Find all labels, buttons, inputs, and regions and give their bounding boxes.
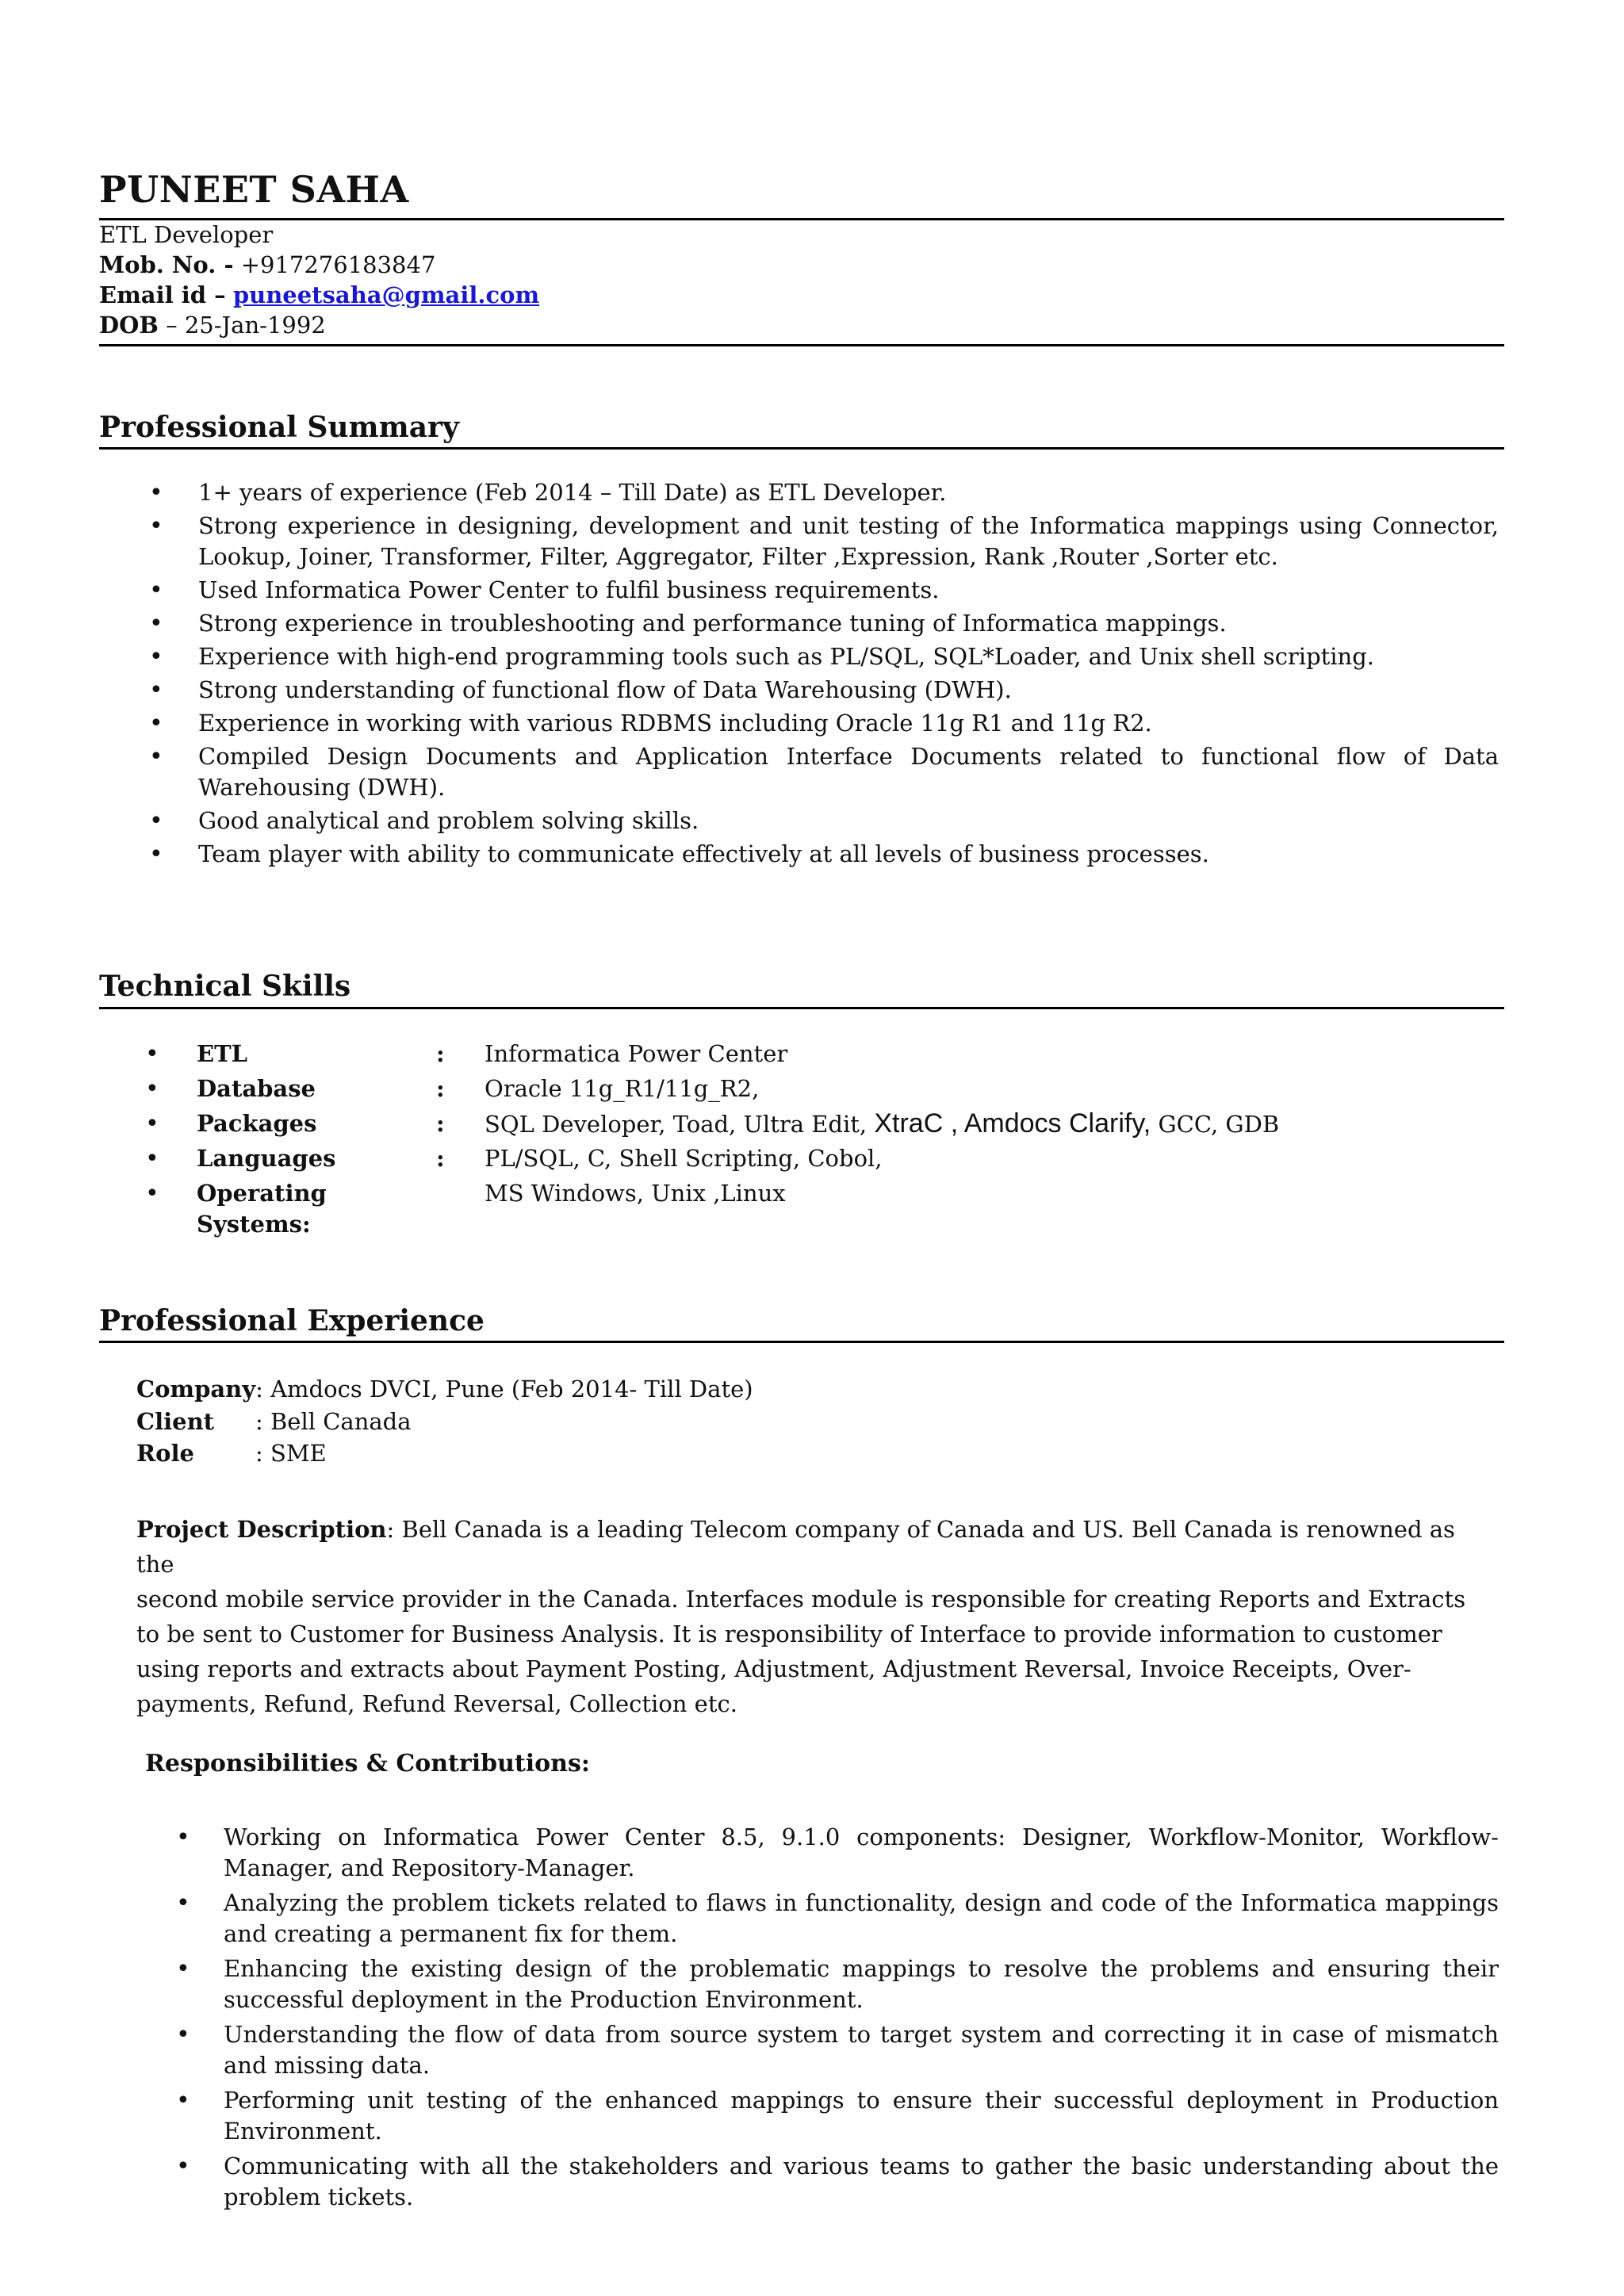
summary-rule xyxy=(99,447,1504,450)
client-value: : Bell Canada xyxy=(255,1408,412,1435)
email-label: Email id – xyxy=(99,281,226,308)
summary-item: • Strong experience in troubleshooting and performance tuning of Informatica mappings. xyxy=(198,608,1499,639)
responsibilities-title: Responsibilities & Contributions: xyxy=(145,1750,590,1777)
skill-value xyxy=(485,1108,1279,1140)
project-line: using reports and extracts about Payment Posting, Adjustment, Adjustment Reversal, Invoice Receipts, Over- xyxy=(136,1655,1411,1682)
skill-colon: : xyxy=(436,1040,445,1067)
skill-value: Oracle 11g_R1/11g_R2, xyxy=(485,1075,760,1102)
summary-item: • Team player with ability to communicate effectively at all levels of business processes. xyxy=(198,839,1499,870)
responsibility-item: • Analyzing the problem tickets related to flaws in functionality, design and code of the Informatica mappings and creating a permanent fix for them. xyxy=(224,1888,1499,1950)
skill-colon: : xyxy=(436,1075,445,1102)
responsibility-item: • Communicating with all the stakeholders and various teams to gather the basic understanding about the problem tickets. xyxy=(224,2151,1499,2213)
skill-colon: : xyxy=(436,1110,445,1137)
skill-key: Languages xyxy=(197,1145,336,1172)
project-label: Project Description xyxy=(136,1516,387,1543)
company-label: Company xyxy=(136,1376,256,1402)
summary-item: • Good analytical and problem solving skills. xyxy=(198,806,1499,836)
skill-value: PL/SQL, C, Shell Scripting, Cobol, xyxy=(485,1145,883,1172)
role-value: : SME xyxy=(255,1440,327,1467)
header-rule-bottom xyxy=(99,344,1504,346)
summary-list xyxy=(198,477,1499,872)
skill-value-part: XtraC , Amdocs Clarify, xyxy=(874,1108,1151,1138)
project-line xyxy=(136,1512,1484,1582)
job-title: ETL Developer xyxy=(99,221,274,248)
skill-key: ETL xyxy=(197,1040,248,1067)
skill-value-part: SQL Developer, Toad, Ultra Edit, xyxy=(485,1111,868,1138)
dob-value: – 25-Jan-1992 xyxy=(166,312,326,339)
skill-key: Packages xyxy=(197,1110,317,1137)
project-line: to be sent to Customer for Business Analysis. It is responsibility of Interface to provide information to customer xyxy=(136,1621,1442,1647)
candidate-name: PUNEET SAHA xyxy=(99,168,409,211)
responsibility-item: • Enhancing the existing design of the problematic mappings to resolve the problems and ensuring their successful deployment in the Production Environment. xyxy=(224,1954,1499,2015)
mobile-line xyxy=(99,250,435,280)
skill-key: Database xyxy=(197,1075,316,1102)
dob-line xyxy=(99,310,326,340)
skill-value: MS Windows, Unix ,Linux xyxy=(485,1180,786,1207)
summary-item: • Compiled Design Documents and Application Interface Documents related to functional flow of Data Warehousing (DWH). xyxy=(198,741,1499,803)
project-description xyxy=(136,1512,1484,1721)
summary-item: • Strong understanding of functional flow of Data Warehousing (DWH). xyxy=(198,675,1499,706)
project-text: : Bell Canada is a leading Telecom company of Canada and US. Bell Canada is renowned as the xyxy=(136,1516,1455,1578)
responsibility-item: • Understanding the flow of data from source system to target system and correcting it in case of mismatch and missing data. xyxy=(224,2019,1499,2081)
company-value: : Amdocs DVCI, Pune (Feb 2014- Till Date) xyxy=(255,1376,753,1402)
experience-rule xyxy=(99,1341,1504,1343)
mobile-label: Mob. No. - xyxy=(99,251,234,278)
project-line: payments, Refund, Refund Reversal, Collection etc. xyxy=(136,1690,737,1717)
summary-item: • Strong experience in designing, development and unit testing of the Informatica mappings using Connector, Lookup, Joiner, Transformer, Filter, Aggregator, Filter ,Expression, Rank ,Router ,Sorter etc. xyxy=(198,511,1499,572)
responsibilities-list xyxy=(224,1822,1499,2217)
email-link[interactable]: puneetsaha@gmail.com xyxy=(232,281,540,308)
client-label: Client xyxy=(136,1408,215,1435)
skill-colon: : xyxy=(436,1145,445,1172)
role-line xyxy=(136,1437,327,1469)
experience-title: Professional Experience xyxy=(99,1304,485,1337)
skills-rule xyxy=(99,1007,1504,1009)
header-rule-top xyxy=(99,218,1504,220)
summary-item: • Experience with high-end programming tools such as PL/SQL, SQL*Loader, and Unix shell scripting. xyxy=(198,641,1499,672)
company-line xyxy=(136,1373,753,1405)
summary-item: • 1+ years of experience (Feb 2014 – Till Date) as ETL Developer. xyxy=(198,477,1499,508)
dob-label: DOB xyxy=(99,312,159,339)
client-line xyxy=(136,1406,412,1437)
skills-title: Technical Skills xyxy=(99,970,351,1003)
responsibility-item: • Working on Informatica Power Center 8.5, 9.1.0 components: Designer, Workflow-Monitor, Workflow-Manager, and Repository-Manager. xyxy=(224,1822,1499,1884)
skill-value: Informatica Power Center xyxy=(485,1040,788,1067)
skill-value-part: GCC, GDB xyxy=(1158,1111,1280,1138)
summary-title: Professional Summary xyxy=(99,411,459,444)
summary-item: • Used Informatica Power Center to fulfil business requirements. xyxy=(198,575,1499,606)
role-label: Role xyxy=(136,1440,194,1467)
project-line: second mobile service provider in the Canada. Interfaces module is responsible for creating Reports and Extracts xyxy=(136,1586,1466,1613)
summary-item: • Experience in working with various RDBMS including Oracle 11g R1 and 11g R2. xyxy=(198,708,1499,739)
responsibility-item: • Performing unit testing of the enhanced mappings to ensure their successful deployment in Production Environment. xyxy=(224,2085,1499,2147)
skill-key: Operating Systems: xyxy=(197,1180,327,1238)
email-line xyxy=(99,280,539,310)
mobile-number: +917276183847 xyxy=(240,251,436,278)
